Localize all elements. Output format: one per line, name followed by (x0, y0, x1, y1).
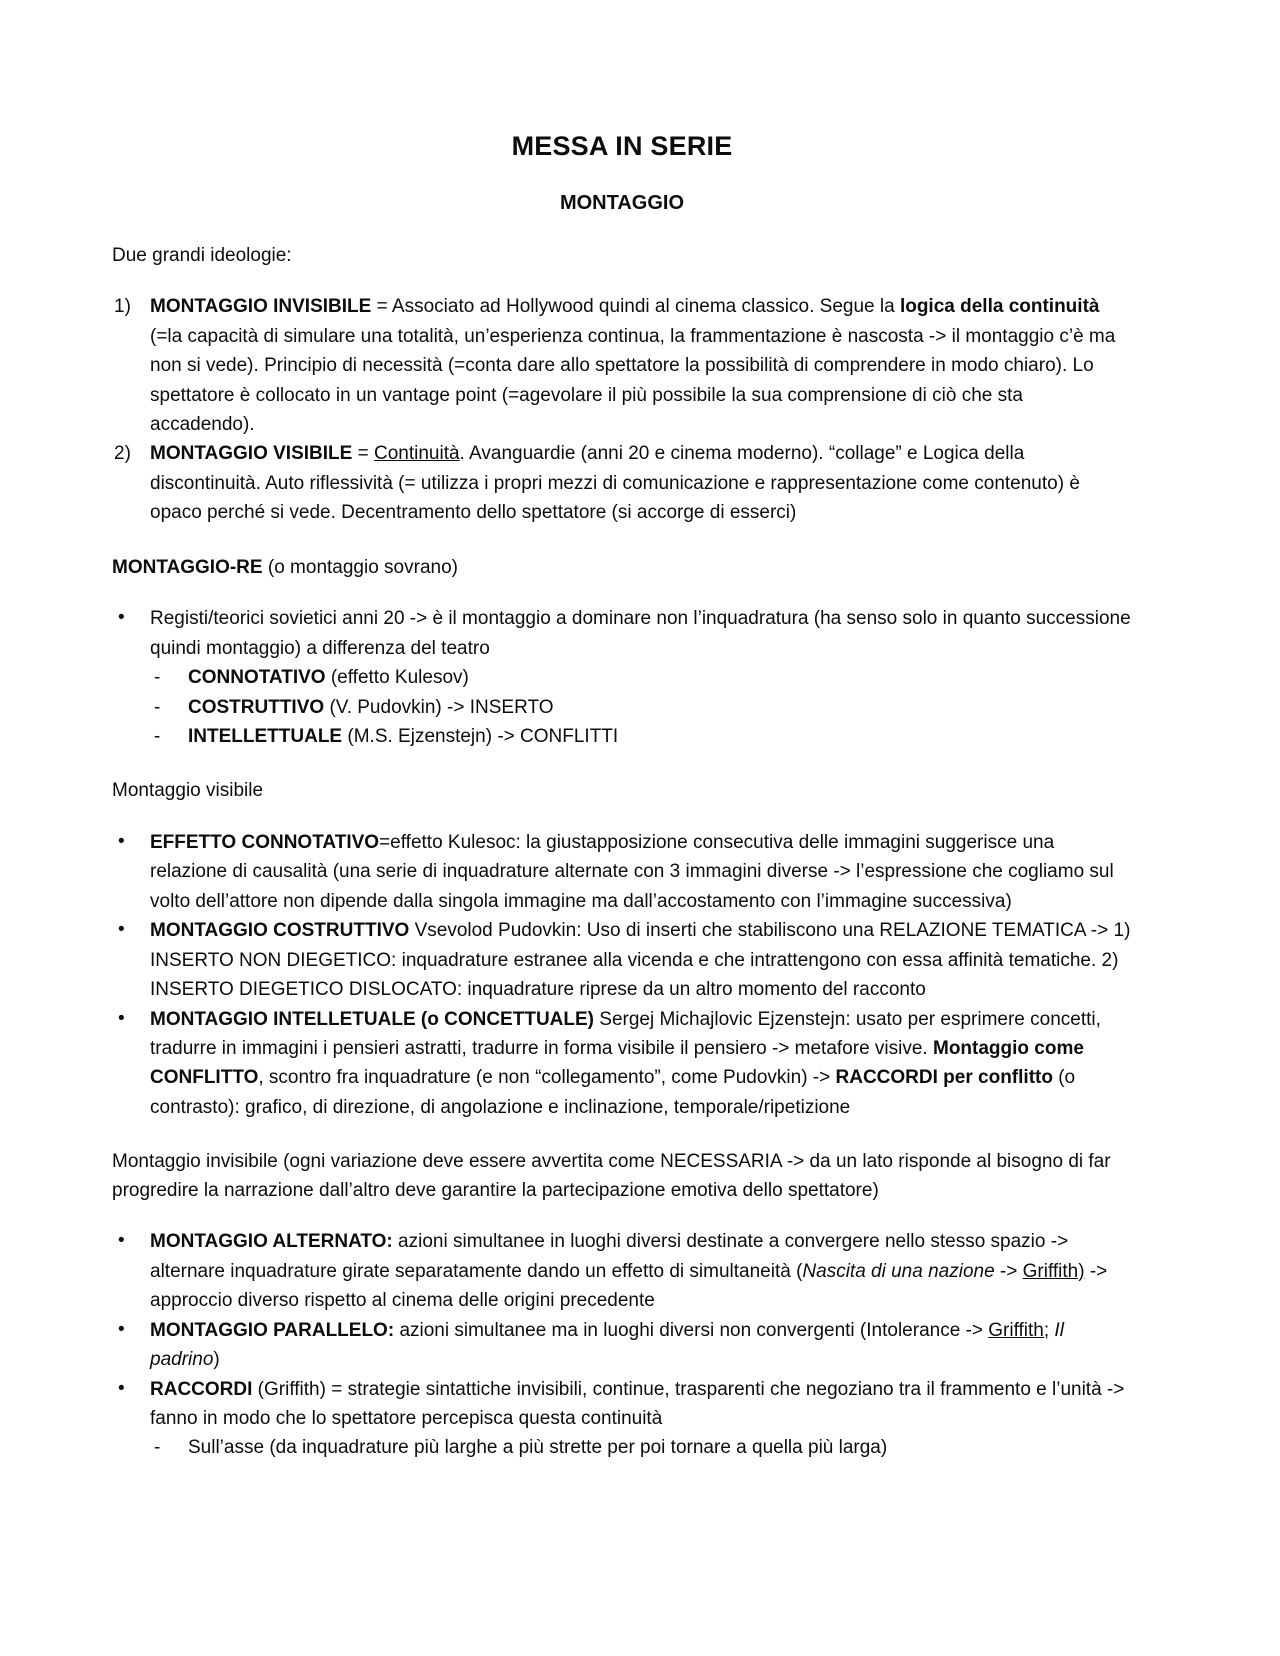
text-run: Continuità (373, 443, 460, 465)
list-item (150, 663, 1132, 692)
text-run: EFFETTO CONNOTATIVO (150, 831, 380, 853)
list-item (150, 693, 1132, 722)
text-run: CONNOTATIVO (188, 667, 326, 689)
list-item-text (150, 1231, 1107, 1311)
text-run: Sull’asse (da inquadrature più larghe a più strette per poi tornare a quella più larga) (188, 1437, 888, 1459)
list-item (112, 1005, 1132, 1123)
text-run: logica della continuità (899, 296, 1100, 318)
text-run: Montaggio come CONFLITTO (150, 1038, 1084, 1089)
text-run: (effetto Kulesov) (325, 667, 469, 689)
text-run: RACCORDI (150, 1378, 253, 1400)
list-item (112, 1375, 1132, 1434)
list-item (112, 1227, 1132, 1315)
list-item-text (150, 832, 1114, 912)
text-run: Griffith) (1022, 1260, 1085, 1282)
list-item (112, 604, 1132, 663)
list-item-text (188, 726, 618, 747)
raccordi-sub-list (112, 1433, 1132, 1462)
text-run: azioni simultanee in luoghi diversi destinate a convergere nello stesso spazio -> alternare inquadrature girate separatamente dando un effetto di simultaneità ( (150, 1231, 1069, 1282)
text-run: RACCORDI per conflitto (835, 1067, 1053, 1089)
text-run: INTELLETTUALE (188, 726, 343, 747)
montaggio-re-bullet-list (112, 604, 1132, 663)
intro-paragraph: Due grandi ideologie: (112, 244, 292, 266)
list-item (150, 722, 1132, 751)
list-item-text (150, 920, 1130, 1000)
ordinal-marker: 1) (114, 296, 131, 318)
dash-marker: - (154, 1437, 161, 1459)
list-item-text (188, 1437, 887, 1458)
list-item-text (150, 296, 1115, 435)
text-run: Griffith; (988, 1319, 1050, 1341)
list-item (112, 439, 1132, 527)
text-run: MONTAGGIO COSTRUTTIVO (150, 920, 410, 942)
text-run: , scontro fra inquadrature (e non “collegamento”, come Pudovkin) -> (258, 1067, 836, 1089)
list-item-text (150, 1320, 1064, 1370)
text-run: -> (994, 1260, 1023, 1282)
list-item (112, 292, 1132, 439)
list-item (112, 1316, 1132, 1375)
montaggio-visibile-heading: Montaggio visibile (112, 780, 264, 802)
page-title: MESSA IN SERIE (511, 131, 733, 161)
bullet-marker: • (118, 607, 125, 629)
bullet-marker: • (118, 1007, 125, 1029)
text-run: Sergej Michajlovic Ejzenstejn: usato per esprimere concetti, tradurre in immagini i pensieri astratti, tradurre in forma visibile il pensiero -> metafore visive. (150, 1008, 1101, 1059)
text-run: MONTAGGIO ALTERNATO: (150, 1231, 393, 1253)
bullet-marker: • (118, 919, 125, 941)
list-item-text (150, 443, 1080, 523)
list-item-text (188, 667, 469, 688)
text-run: = (352, 443, 374, 465)
text-run: MONTAGGIO INTELLETUALE (o CONCETTUALE) (150, 1008, 594, 1030)
montaggio-invisibile-paragraph: Montaggio invisibile (ogni variazione deve essere avvertita come NECESSARIA -> da un lato risponde al bisogno di far progredire la narrazione dall’altro deve garantire la partecipazione emotiva dello spettatore) (112, 1151, 1111, 1201)
text-run: MONTAGGIO PARALLELO: (150, 1319, 395, 1341)
dash-marker: - (154, 696, 161, 718)
bullet-marker: • (118, 830, 125, 852)
text-run: (o contrasto): grafico, di direzione, di angolazione e inclinazione, temporale/ripetizione (150, 1067, 1076, 1118)
text-run: azioni simultanee ma in luoghi diversi non convergenti (Intolerance -> (394, 1319, 989, 1341)
list-item (150, 1433, 1132, 1462)
montaggio-invisibile-bullet-list (112, 1227, 1132, 1433)
text-run: Nascita di una nazione (802, 1260, 995, 1282)
list-item-text (188, 697, 554, 718)
montaggio-re-heading (112, 554, 1132, 583)
text-run: -> approccio diverso rispetto al cinema delle origini precedente (150, 1260, 1108, 1312)
bullet-marker: • (118, 1318, 125, 1340)
ordinal-marker: 2) (114, 443, 131, 465)
list-item-text (150, 1379, 1124, 1429)
montaggio-re-sub-list (112, 663, 1132, 751)
dash-marker: - (154, 726, 161, 747)
ideologies-numbered-list (112, 292, 1132, 528)
list-item (112, 828, 1132, 916)
list-item-text: Registi/teorici sovietici anni 20 -> è il montaggio a dominare non l’inquadratura (ha senso solo in quanto successione quindi montaggio) a differenza del teatro (150, 608, 1131, 659)
page-subtitle: MONTAGGIO (559, 191, 685, 214)
list-item (112, 916, 1132, 1004)
bullet-marker: • (118, 1377, 125, 1399)
text-run: (M.S. Ejzenstejn) -> CONFLITTI (342, 726, 619, 747)
text-run: (=la capacità di simulare una totalità, un’esperienza continua, la frammentazione è nascosta -> il montaggio c’è ma non si vede). Principio di necessità (=conta dare allo spettatore la possibilità di comprendere in modo chiaro). Lo spettatore è collocato in un vantage point (=agevolare il più possibile la sua comprensione di ciò che sta accadendo). (150, 325, 1116, 435)
text-run: Il padrino (150, 1319, 1064, 1371)
text-run: (V. Pudovkin) -> INSERTO (324, 696, 554, 718)
text-run: Vsevolod Pudovkin: Uso di inserti che stabiliscono una RELAZIONE TEMATICA -> 1) INSERTO NON DIEGETICO: inquadrature estranee alla vicenda e che intrattengono con essa affinità tematiche. 2) INSERTO DIEGETICO DISLOCATO: inquadrature riprese da un altro momento del racconto (150, 920, 1131, 1001)
text-run: . Avanguardie (anni 20 e cinema moderno). “collage” e Logica della discontinuità. Auto riflessività (= utilizza i propri mezzi di comunicazione e rappresentazione come contenuto) è opaco perché si vede. Decentramento dello spettatore (si accorge di esserci) (150, 443, 1080, 524)
text-run: (Griffith) = strategie sintattiche invisibili, continue, trasparenti che negoziano tra il frammento e l’unità -> fanno in modo che lo spettatore percepisca questa continuità (150, 1378, 1125, 1429)
bullet-marker: • (118, 1230, 125, 1252)
text-run: COSTRUTTIVO (188, 696, 325, 718)
list-item-text (150, 1009, 1101, 1118)
text-run: MONTAGGIO VISIBILE (150, 443, 353, 465)
montaggio-visibile-bullet-list (112, 828, 1132, 1122)
montaggio-re-heading-bold: MONTAGGIO-RE (112, 556, 263, 578)
montaggio-re-heading-rest: (o montaggio sovrano) (262, 556, 458, 578)
text-run: MONTAGGIO INVISIBILE (150, 296, 372, 318)
dash-marker: - (154, 667, 161, 689)
text-run: = Associato ad Hollywood quindi al cinema classico. Segue la (371, 296, 900, 318)
text-run: ) (213, 1349, 220, 1371)
text-run: =effetto Kulesoc: la giustapposizione consecutiva delle immagini suggerisce una relazione di causalità (una serie di inquadrature alternate con 3 immagini diverse -> l’espressione che cogliamo sul volto dell’attore non dipende dalla singola immagine ma dall’accostamento con l’immagine successiva) (150, 831, 1114, 912)
